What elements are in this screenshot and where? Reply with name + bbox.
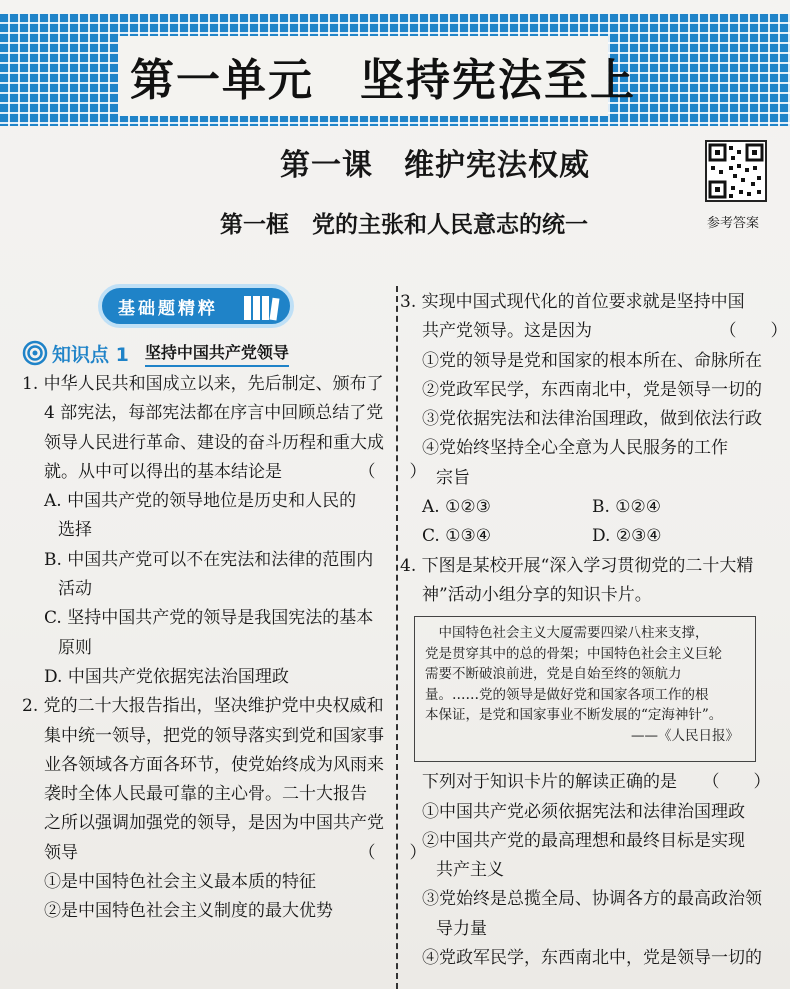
option-line: 活动	[58, 579, 92, 600]
card-line: 中国特色社会主义大厦需要四梁八柱来支撑，	[425, 625, 709, 642]
option-line: ①是中国特色社会主义最本质的特征	[44, 872, 316, 893]
card-line: 本保证，是党和国家事业不断发展的“定海神针”。	[425, 707, 723, 724]
lesson-title: 第一课 维护宪法权威	[280, 148, 590, 183]
question-line: 袭时全体人民最可靠的主心骨。二十大报告	[44, 784, 367, 805]
knowledge-point-topic: 坚持中国共产党领导	[145, 340, 289, 367]
option-line: 导力量	[436, 918, 487, 939]
option-line: ③党依据宪法和法律治国理政，做到依法行政	[422, 409, 762, 430]
question-line: 之所以强调加强党的领导，是因为中国共产党	[44, 813, 384, 834]
question-line: 4 部宪法，每部宪法都在序言中回顾总结了党	[44, 403, 384, 424]
q3-options-row	[400, 493, 770, 522]
qr-code-icon[interactable]	[705, 140, 767, 202]
q3-option-a: A. ①②③	[422, 497, 491, 518]
question-line: 领导 （ ）	[44, 842, 427, 863]
option-line: 选择	[58, 520, 92, 541]
q3-option-b: B. ①②④	[592, 497, 662, 518]
unit-title: 第一单元 坚持宪法至上	[130, 55, 636, 106]
question-line: 领导人民进行革命、建设的奋斗历程和重大成	[44, 432, 384, 453]
target-icon	[22, 340, 48, 366]
card-line: 需要不断破浪前进，党是自始至终的领航力	[425, 666, 682, 683]
option-line: B. 中国共产党可以不在宪法和法律的范围内	[44, 549, 374, 570]
card-line: 量。……党的领导是做好党和国家各项工作的根	[425, 686, 709, 703]
q3-options-row	[400, 522, 770, 551]
right-column	[400, 288, 788, 973]
option-line: ②中国共产党的最高理想和最终目标是实现	[422, 830, 745, 851]
question-line: 集中统一领导，把党的领导落实到党和国家事	[44, 725, 384, 746]
option-line: ①党的领导是党和国家的根本所在、命脉所在	[422, 350, 762, 371]
option-line: ①中国共产党必须依据宪法和法律治国理政	[422, 801, 745, 822]
option-line: ②是中国特色社会主义制度的最大优势	[44, 901, 333, 922]
option-line: 原则	[58, 637, 92, 658]
question-line: 4. 下图是某校开展“深入学习贯彻党的二十大精	[400, 555, 754, 576]
card-line: 党是贯穿其中的总的骨架；中国特色社会主义巨轮	[425, 645, 722, 662]
option-line: 宗旨	[436, 467, 470, 488]
knowledge-point-label: 知识点 1	[52, 343, 129, 366]
card-source: ——《人民日报》	[631, 727, 739, 744]
option-line: A. 中国共产党的领导地位是历史和人民的	[44, 491, 357, 512]
qr-label: 参考答案	[707, 216, 760, 231]
question-line: 业各领域各方面各环节，使党始终成为风雨来	[44, 754, 384, 775]
option-line: ②党政军民学，东西南北中，党是领导一切的	[422, 379, 762, 400]
q3-option-c: C. ①③④	[422, 526, 491, 547]
option-line: 共产主义	[436, 860, 504, 881]
section-badge	[98, 284, 294, 328]
section-badge-label: 基础题精粹	[118, 298, 218, 319]
frame-title: 第一框 党的主张和人民意志的统一	[220, 212, 588, 238]
option-line: ④党始终坚持全心全意为人民服务的工作	[422, 438, 728, 459]
question-line: 1. 中华人民共和国成立以来，先后制定、颁布了	[22, 374, 384, 394]
books-icon	[242, 294, 282, 322]
option-line: C. 坚持中国共产党的领导是我国宪法的基本	[44, 608, 374, 629]
q3-option-d: D. ②③④	[592, 526, 662, 547]
unit-banner	[0, 14, 790, 126]
column-divider	[396, 286, 398, 989]
knowledge-point-heading	[22, 340, 289, 366]
knowledge-card	[414, 616, 756, 762]
question-line: 就。从中可以得出的基本结论是 （ ）	[44, 461, 427, 482]
question-line: 下列对于知识卡片的解读正确的是 （ ）	[422, 772, 771, 793]
question-line: 2. 党的二十大报告指出，坚决维护党中央权威和	[22, 696, 384, 717]
option-line: D. 中国共产党依据宪法治国理政	[44, 666, 289, 687]
option-line: ④党政军民学，东西南北中，党是领导一切的	[422, 948, 762, 969]
question-line: 3. 实现中国式现代化的首位要求就是坚持中国	[400, 292, 745, 312]
left-column	[22, 370, 427, 927]
question-line: 神”活动小组分享的知识卡片。	[422, 584, 652, 605]
option-line: ③党始终是总揽全局、协调各方的最高政治领	[422, 889, 762, 910]
unit-title-box	[118, 36, 636, 116]
question-line: 共产党领导。这是因为 （ ）	[422, 321, 788, 342]
